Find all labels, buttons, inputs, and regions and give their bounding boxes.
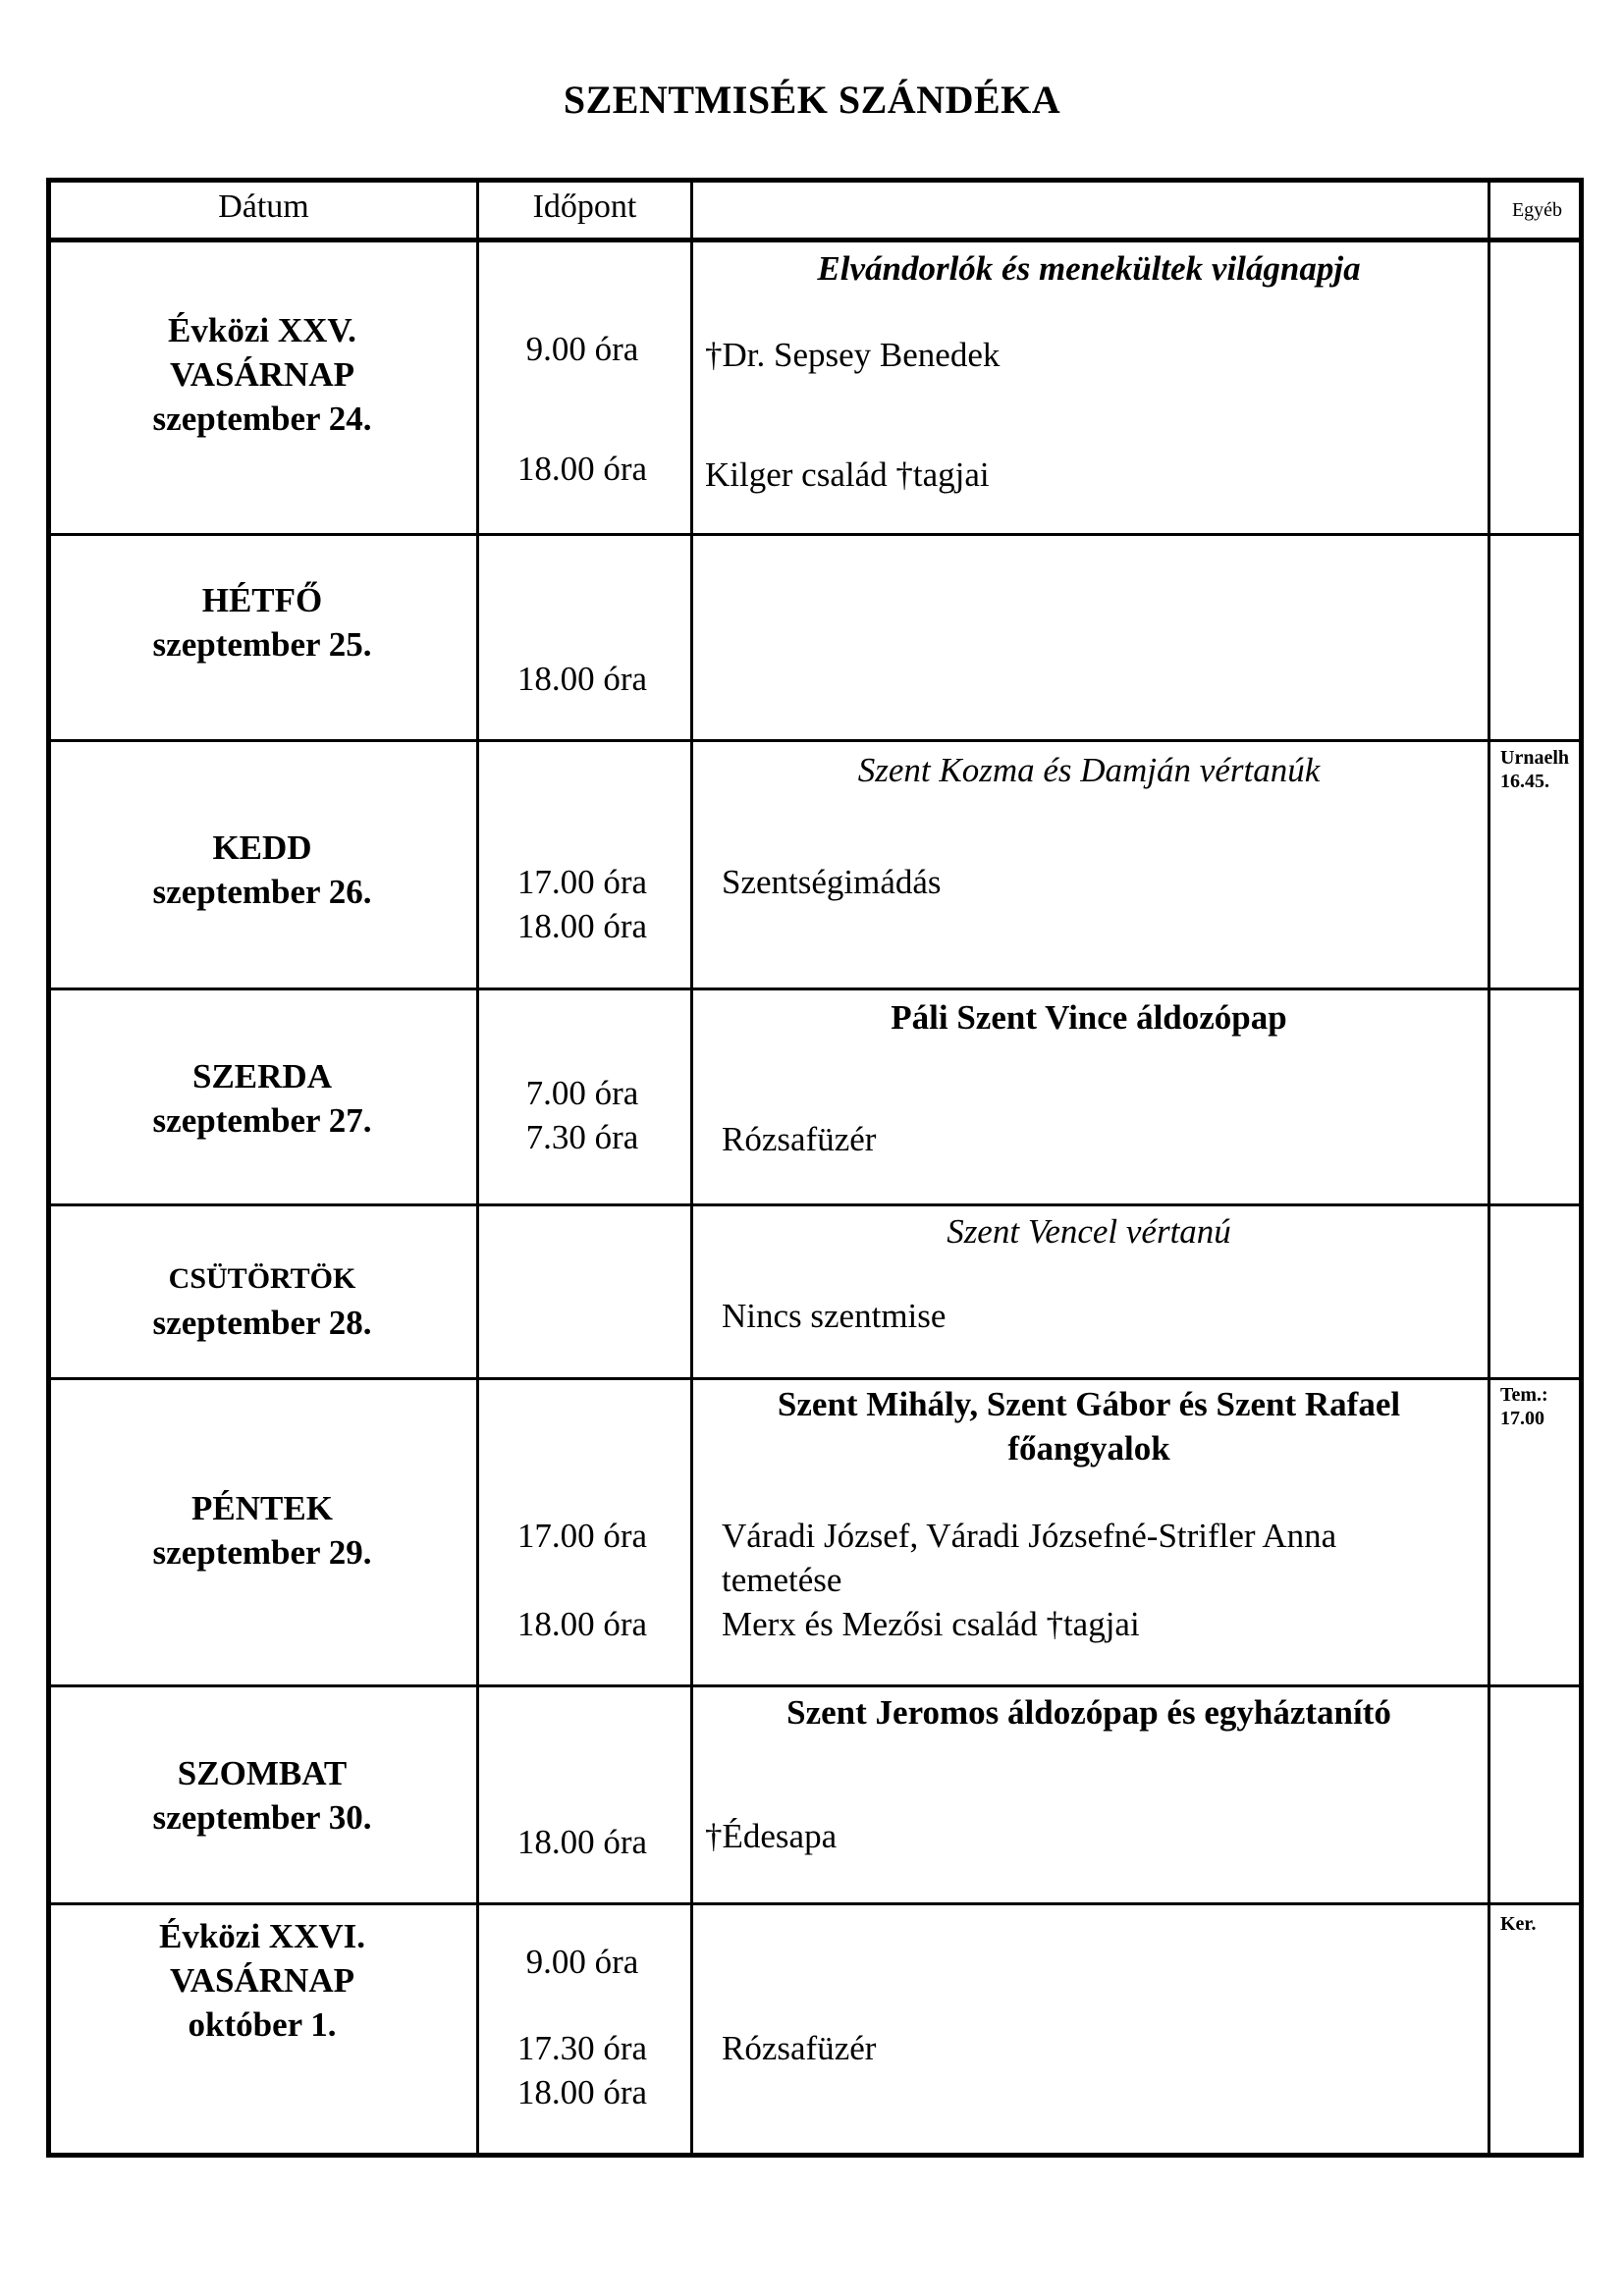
column-divider	[1488, 183, 1490, 2153]
day-label: SZERDA	[192, 1057, 332, 1095]
feast-line: Szent Mihály, Szent Gábor és Szent Rafael	[777, 1385, 1401, 1423]
date-label: október 1.	[188, 2005, 337, 2044]
day-label: SZOMBAT	[177, 1754, 348, 1792]
date-label: szeptember 30.	[152, 1798, 372, 1837]
row-divider	[51, 739, 1579, 742]
intention-text: Merx és Mezősi család †tagjai	[722, 1605, 1140, 1643]
header-date: Dátum	[218, 188, 309, 225]
feast-name: Páli Szent Vince áldozópap	[891, 998, 1287, 1037]
intention-text: †Dr. Sepsey Benedek	[705, 336, 1001, 374]
note-cell	[1490, 746, 1579, 793]
date-label: szeptember 24.	[152, 400, 372, 438]
note-text: 16.45.	[1500, 771, 1549, 792]
time-value: 7.00 óra	[525, 1074, 639, 1112]
day-label: KEDD	[212, 828, 312, 867]
time-value: 17.30 óra	[516, 2029, 648, 2067]
header-divider	[51, 238, 1579, 242]
time-value: 9.00 óra	[525, 330, 639, 368]
day-label: CSÜTÖRTÖK	[168, 1262, 356, 1295]
time-list	[479, 1071, 685, 1159]
day-label: Évközi XXV.	[168, 311, 356, 349]
note-text: Tem.:	[1500, 1384, 1548, 1406]
row-divider	[51, 533, 1579, 536]
day-cell	[51, 1751, 473, 1840]
mass-intentions-table	[46, 178, 1584, 2158]
day-cell	[51, 578, 473, 667]
day-cell	[51, 826, 473, 914]
day-label: VASÁRNAP	[170, 1961, 354, 2000]
header-time: Időpont	[532, 188, 637, 225]
day-label: VASÁRNAP	[170, 355, 354, 394]
date-label: szeptember 28.	[152, 1304, 372, 1342]
day-cell	[51, 1256, 473, 1345]
day-cell	[51, 1486, 473, 1575]
row-divider	[51, 1902, 1579, 1905]
intention-text: Váradi József, Váradi Józsefné-Strifler Anna	[722, 1517, 1337, 1555]
date-label: szeptember 25.	[152, 625, 372, 664]
day-cell	[51, 308, 473, 441]
intention-text: temetése	[722, 1561, 842, 1599]
time-list	[479, 2026, 685, 2114]
intention-text: Rózsafüzér	[722, 1120, 877, 1158]
time-value: 18.00 óra	[516, 1605, 648, 1643]
time-value: 18.00 óra	[516, 2073, 648, 2111]
feast-name: Szent Jeromos áldozópap és egyháztanító	[786, 1693, 1391, 1732]
day-cell	[51, 1914, 473, 2047]
row-divider	[51, 1203, 1579, 1206]
intention-text: †Édesapa	[705, 1817, 838, 1855]
intention-text: Kilger család †tagjai	[705, 455, 990, 494]
note-text: Ker.	[1500, 1913, 1537, 1935]
intention-list	[722, 1514, 1336, 1646]
date-label: szeptember 26.	[152, 873, 372, 911]
time-value: 18.00 óra	[516, 1823, 648, 1861]
time-value: 18.00 óra	[516, 660, 648, 698]
intention-text: Nincs szentmise	[722, 1297, 947, 1335]
intention-text: Szentségimádás	[722, 863, 942, 901]
time-value: 17.00 óra	[516, 1517, 648, 1555]
time-list	[479, 860, 685, 948]
note-cell	[1490, 1383, 1579, 1430]
feast-line: főangyalok	[1007, 1429, 1170, 1468]
date-label: szeptember 27.	[152, 1101, 372, 1140]
day-label: PÉNTEK	[191, 1489, 333, 1527]
feast-name: Szent Kozma és Damján vértanúk	[857, 751, 1321, 789]
time-value: 17.00 óra	[516, 863, 648, 901]
time-value: 18.00 óra	[516, 907, 648, 945]
column-divider	[690, 183, 693, 2153]
row-divider	[51, 988, 1579, 990]
day-cell	[51, 1054, 473, 1143]
feast-name: Elvándorlók és menekültek világnapja	[817, 249, 1361, 288]
time-value: 9.00 óra	[525, 1943, 639, 1981]
day-label: Évközi XXVI.	[158, 1917, 366, 1955]
time-value: 7.30 óra	[525, 1118, 639, 1156]
feast-name	[693, 1382, 1485, 1470]
intention-text: Rózsafüzér	[722, 2029, 877, 2067]
row-divider	[51, 1377, 1579, 1380]
day-label: HÉTFŐ	[201, 581, 323, 619]
time-value: 18.00 óra	[516, 450, 648, 488]
date-label: szeptember 29.	[152, 1533, 372, 1572]
note-text: 17.00	[1500, 1408, 1544, 1429]
row-divider	[51, 1684, 1579, 1687]
header-other: Egyéb	[1511, 199, 1563, 221]
page-title: SZENTMISÉK SZÁNDÉKA	[563, 78, 1061, 122]
feast-name: Szent Vencel vértanú	[947, 1212, 1231, 1251]
note-text: Urnaelh	[1500, 747, 1569, 769]
